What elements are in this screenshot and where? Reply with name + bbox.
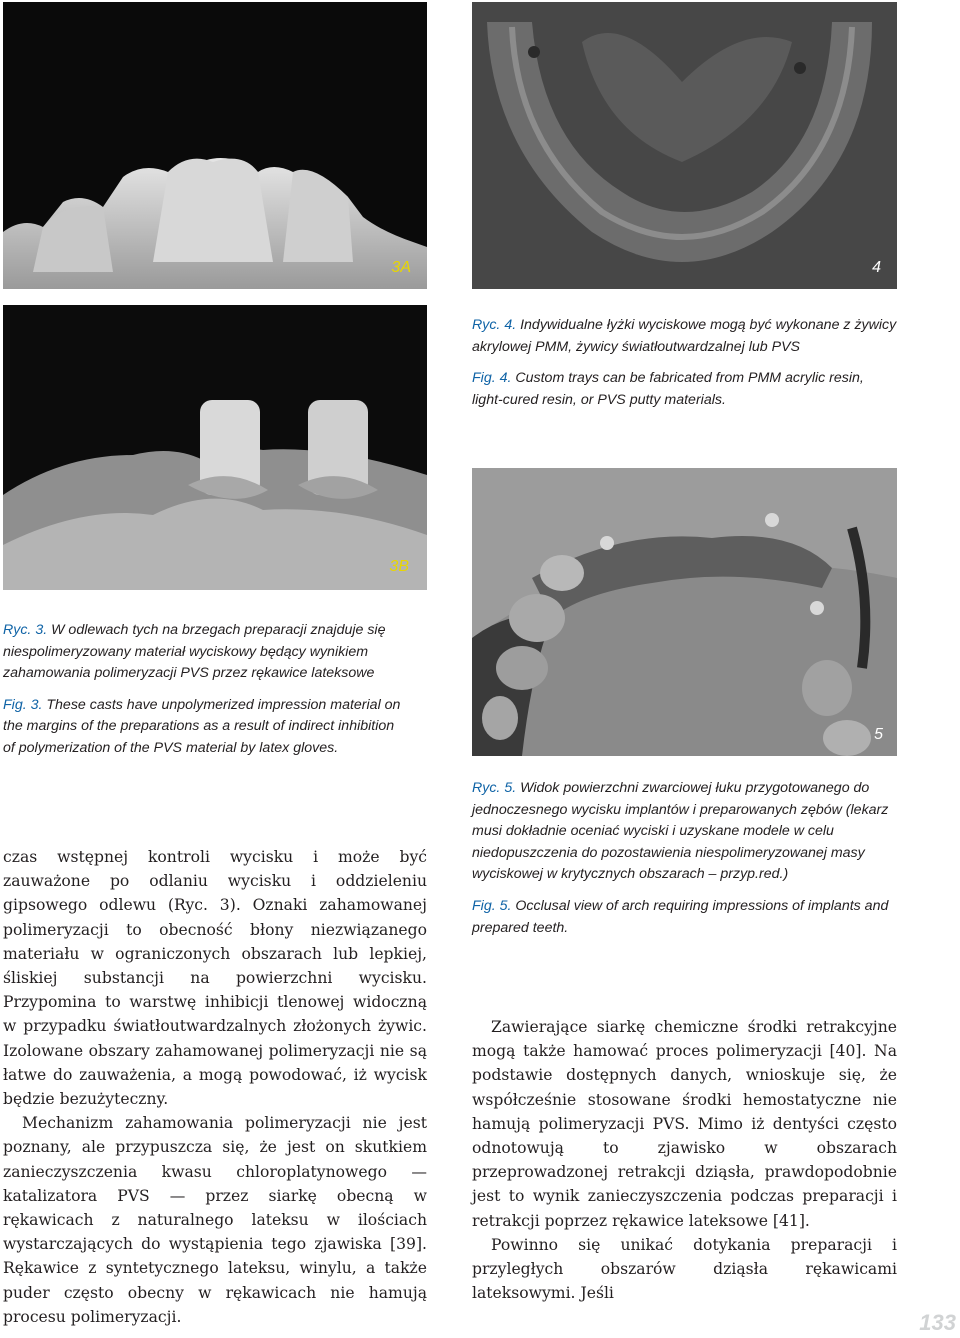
body-left-paragraph-1: czas wstępnej kontroli wycisku i może być zauważone po odlaniu wycisku i oddzieleniu gipsowego odlewu (Ryc. 3). Oznaki zahamowanej polimeryzacji to obecność błony niezwiązanego materiału w ograniczonych obszarach lub lepkiej, śliskiej substancji na powierzchni wycisku. Przypomina to warstwę inhibicji tlenowej widoczną w przypadku światłoutwardzalnych złożonych żywic. Izolowane obszary zahamowanej polimeryzacji nie są łatwe do zauważenia, a mogą powodować, iż wycisk będzie bezużyteczny.: [3, 848, 427, 1109]
page-number: 133: [919, 1310, 956, 1335]
body-left-column: [3, 845, 427, 1329]
caption-figure-5-polish: [472, 778, 897, 886]
figure-3b-photo: [3, 305, 427, 590]
body-right-column: [472, 1015, 897, 1305]
caption-figure-5-en-text: Occlusal view of arch requiring impressions of implants and prepared teeth.: [472, 897, 889, 936]
figure-5-image: [472, 468, 897, 756]
caption-figure-5: [472, 778, 897, 939]
caption-figure-4: [472, 315, 897, 411]
caption-figure-3-polish: [3, 620, 403, 685]
caption-figure-5-en-ref: Fig. 5.: [472, 897, 512, 914]
caption-figure-4-english: [472, 368, 897, 411]
caption-figure-4-pl-text: Indywidualne łyżki wyciskowe mogą być wykonane z żywicy akrylowej PMM, żywicy światłoutwardzalnej lub PVS: [472, 317, 897, 355]
body-right-paragraph-2: Powinno się unikać dotykania preparacji i przyległych obszarów dziąsła rękawicami lateksowymi. Jeśli: [472, 1235, 897, 1303]
caption-figure-4-polish: [472, 315, 897, 358]
figure-4-label: 4: [872, 259, 881, 276]
figure-3a-image: [3, 2, 427, 289]
caption-figure-3-pl-ref: Ryc. 3.: [3, 622, 48, 638]
figure-3a-label: 3A: [391, 259, 411, 276]
caption-figure-3-english: [3, 695, 403, 760]
figure-5-photo: [472, 468, 897, 756]
caption-figure-5-pl-ref: Ryc. 5.: [472, 780, 517, 796]
caption-figure-3: [3, 620, 403, 760]
caption-figure-5-pl-text: Widok powierzchni zwarciowej łuku przygotowanego do jednoczesnego wycisku implantów i preparowanych zębów (lekarz musi dokładnie oceniać wyciski i uzyskane modele w celu niedopuszczenia do pozostawienia niespolimeryzowanej masy wyciskowej w krytycznych obszarach – przyp.red.): [472, 780, 889, 883]
caption-figure-4-en-ref: Fig. 4.: [472, 370, 512, 387]
figure-4-photo: [472, 2, 897, 289]
caption-figure-5-english: [472, 896, 897, 939]
caption-figure-3-pl-text: W odlewach tych na brzegach preparacji znajduje się niespolimeryzowany materiał wyciskowy będący wynikiem zahamowania polimeryzacji PVS przez rękawice lateksowe: [3, 622, 386, 682]
figure-3b-label: 3B: [389, 558, 409, 575]
figure-5-label: 5: [874, 726, 883, 743]
caption-figure-4-pl-ref: Ryc. 4.: [472, 317, 517, 333]
figure-3a-photo: [3, 2, 427, 289]
caption-figure-4-en-text: Custom trays can be fabricated from PMM acrylic resin, light-cured resin, or PVS putty materials.: [472, 370, 864, 408]
body-left-paragraph-2: Mechanizm zahamowania polimeryzacji nie jest poznany, ale przypuszcza się, że jest on skutkiem zanieczyszczenia kwasu chloroplatynowego — katalizatora PVS — przez siarkę obecną w rękawicach z naturalnego lateksu w ilościach wystarczających do wystąpienia tego zjawiska [39]. Rękawice z syntetycznego lateksu, winylu, a także puder często obecny w rękawicach nie hamują procesu polimeryzacji.: [3, 1114, 427, 1326]
figure-4-image: [472, 2, 897, 289]
caption-figure-3-en-ref: Fig. 3.: [3, 696, 43, 713]
body-right-paragraph-1: Zawierające siarkę chemiczne środki retrakcyjne mogą także hamować proces polimeryzacji [40]. Na podstawie dostępnych danych, wnioskuje się, że współcześnie stosowane środki hemostatyczne nie hamują polimeryzacji PVS. Mimo iż dentyści często odnotowują to zjawisko w obszarach przeprowadzonej retrakcji dziąsła, prawdopodobnie jest to wynik zanieczyszczenia podczas preparacji i retrakcji poprzez rękawice lateksowe [41].: [472, 1018, 897, 1230]
figure-3b-image: [3, 305, 427, 590]
caption-figure-3-en-text: These casts have unpolymerized impression material on the margins of the preparations as a result of indirect inhibition of polymerization of the PVS material by latex gloves.: [3, 696, 401, 756]
